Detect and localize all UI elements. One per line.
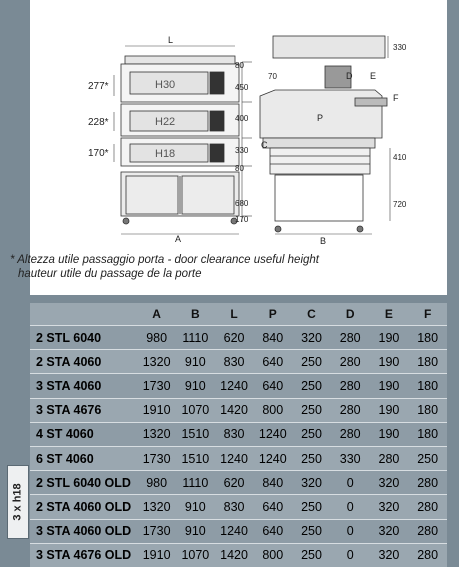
- value-cell: 320: [301, 475, 322, 490]
- value-cell: 830: [223, 499, 245, 514]
- value-cell: 1070: [181, 403, 210, 418]
- value-cell: 190: [378, 403, 400, 418]
- value-cell: 1910: [142, 403, 171, 418]
- table-header: [30, 303, 447, 325]
- value-cell: 1510: [181, 427, 210, 442]
- table-row: [30, 446, 447, 470]
- value-cell: 320: [378, 548, 400, 563]
- value-cell: 910: [184, 354, 206, 369]
- value-cell: 280: [339, 354, 361, 369]
- value-cell: 640: [262, 354, 284, 369]
- value-cell: 1730: [142, 451, 171, 466]
- technical-drawing: [30, 0, 447, 295]
- value-cell: 280: [339, 427, 361, 442]
- deck-1-label: H30: [155, 79, 176, 91]
- dim-228: 228*: [88, 117, 109, 128]
- deck-2-label: H22: [155, 116, 176, 128]
- value-cell: 910: [184, 499, 206, 514]
- value-cell: 1320: [142, 427, 171, 442]
- value-cell: 910: [184, 378, 206, 393]
- value-cell: 190: [378, 378, 400, 393]
- value-cell: 320: [378, 475, 400, 490]
- value-cell: 320: [378, 499, 400, 514]
- value-cell: 180: [417, 427, 439, 442]
- dim-e-label: E: [370, 71, 377, 81]
- value-cell: 180: [417, 403, 439, 418]
- footnote-line-1: * Altezza utile passaggio porta - door clearance useful height: [10, 254, 319, 266]
- value-cell: 1730: [142, 378, 171, 393]
- dim-80-top: 80: [235, 61, 244, 70]
- value-cell: 1240: [220, 451, 248, 466]
- value-cell: 640: [262, 378, 284, 393]
- value-cell: 180: [417, 330, 439, 345]
- table-row: [30, 470, 447, 494]
- header-e: E: [384, 307, 393, 321]
- value-cell: 320: [378, 524, 400, 539]
- table-body: [30, 325, 447, 567]
- value-cell: 250: [301, 427, 322, 442]
- value-cell: 250: [301, 403, 322, 418]
- dim-l-label: L: [168, 35, 174, 45]
- dim-c-label: C: [261, 140, 268, 150]
- table-row: [30, 325, 447, 349]
- value-cell: 830: [223, 354, 245, 369]
- side-label-text: 3 x h18: [12, 483, 24, 521]
- value-cell: 1240: [258, 427, 287, 442]
- front-view: [121, 56, 239, 224]
- dim-720: 720: [393, 200, 407, 209]
- value-cell: 1240: [220, 524, 248, 539]
- header-d: D: [345, 307, 355, 321]
- header-p: P: [268, 307, 277, 321]
- table-row: [30, 398, 447, 422]
- value-cell: 830: [223, 427, 245, 442]
- value-cell: 800: [262, 403, 284, 418]
- value-cell: 0: [346, 499, 354, 514]
- value-cell: 280: [378, 451, 400, 466]
- value-cell: 280: [417, 475, 439, 490]
- header-c: C: [307, 307, 316, 321]
- value-cell: 1110: [182, 475, 209, 490]
- side-view: [260, 36, 387, 232]
- value-cell: 190: [378, 427, 400, 442]
- model-cell: 6 ST 4060: [36, 451, 94, 466]
- value-cell: 250: [301, 451, 322, 466]
- model-cell: 3 STA 4060 OLD: [36, 524, 132, 539]
- footnote-line-2: hauteur utile du passage de la porte: [18, 268, 202, 280]
- value-cell: 190: [378, 354, 400, 369]
- value-cell: 280: [339, 330, 361, 345]
- value-cell: 180: [417, 354, 439, 369]
- value-cell: 0: [346, 548, 354, 563]
- value-cell: 1420: [220, 548, 248, 563]
- dim-f-label: F: [393, 93, 399, 103]
- value-cell: 840: [262, 475, 284, 490]
- value-cell: 250: [301, 354, 322, 369]
- model-cell: 2 STL 6040: [36, 330, 102, 345]
- model-cell: 2 STL 6040 OLD: [36, 475, 131, 490]
- value-cell: 620: [223, 475, 245, 490]
- dim-330-mid: 330: [235, 146, 249, 155]
- value-cell: 250: [301, 548, 322, 563]
- value-cell: 180: [417, 378, 439, 393]
- value-cell: 1420: [220, 403, 248, 418]
- value-cell: 250: [417, 451, 439, 466]
- dim-80-bottom: 80: [235, 164, 244, 173]
- dim-450: 450: [235, 83, 249, 92]
- value-cell: 250: [301, 499, 322, 514]
- value-cell: 640: [262, 499, 284, 514]
- value-cell: 800: [262, 548, 284, 563]
- value-cell: 1320: [142, 354, 171, 369]
- value-cell: 980: [146, 330, 168, 345]
- model-cell: 3 STA 4676 OLD: [36, 548, 132, 563]
- value-cell: 1070: [181, 548, 210, 563]
- value-cell: 640: [262, 524, 284, 539]
- dim-410: 410: [393, 153, 407, 162]
- header-l: L: [230, 307, 238, 321]
- table-row: [30, 494, 447, 518]
- deck-3-label: H18: [155, 148, 176, 160]
- value-cell: 620: [223, 330, 245, 345]
- table-row: [30, 373, 447, 397]
- value-cell: 280: [417, 548, 439, 563]
- table-row: [30, 349, 447, 373]
- value-cell: 1510: [181, 451, 210, 466]
- dim-a-label: A: [175, 234, 182, 244]
- model-cell: 4 ST 4060: [36, 427, 94, 442]
- dim-170-left: 170*: [88, 148, 109, 159]
- dim-277: 277*: [88, 81, 109, 92]
- value-cell: 250: [301, 524, 322, 539]
- value-cell: 1910: [142, 548, 171, 563]
- dim-330-top: 330: [393, 43, 407, 52]
- value-cell: 1240: [258, 451, 287, 466]
- footnote: [10, 253, 319, 281]
- value-cell: 1320: [142, 499, 171, 514]
- model-cell: 2 STA 4060: [36, 354, 102, 369]
- value-cell: 1110: [182, 330, 209, 345]
- value-cell: 280: [339, 403, 361, 418]
- value-cell: 910: [184, 524, 206, 539]
- value-cell: 320: [301, 330, 322, 345]
- value-cell: 0: [346, 475, 354, 490]
- header-f: F: [423, 307, 432, 321]
- dim-d-label: D: [346, 71, 353, 81]
- dim-170-bottom: 170: [235, 215, 249, 224]
- value-cell: 0: [346, 524, 354, 539]
- model-cell: 2 STA 4060 OLD: [36, 499, 132, 514]
- dim-p-label: P: [317, 113, 324, 123]
- model-cell: 3 STA 4060: [36, 378, 102, 393]
- header-a: A: [152, 307, 161, 321]
- value-cell: 980: [146, 475, 168, 490]
- value-cell: 190: [378, 330, 400, 345]
- table-row: [30, 422, 447, 446]
- value-cell: 1240: [220, 378, 248, 393]
- value-cell: 280: [417, 524, 439, 539]
- model-cell: 3 STA 4676: [36, 403, 102, 418]
- side-label: [7, 465, 29, 539]
- dim-b-label: B: [320, 236, 327, 246]
- table-row: [30, 519, 447, 543]
- value-cell: 330: [339, 451, 361, 466]
- value-cell: 280: [417, 499, 439, 514]
- dimensions-table: [30, 303, 447, 567]
- value-cell: 250: [301, 378, 322, 393]
- table-row: [30, 543, 447, 567]
- header-b: B: [191, 307, 200, 321]
- dim-680: 680: [235, 199, 249, 208]
- dim-70: 70: [268, 72, 277, 81]
- dim-400: 400: [235, 114, 249, 123]
- value-cell: 1730: [142, 524, 171, 539]
- value-cell: 840: [262, 330, 284, 345]
- value-cell: 280: [339, 378, 361, 393]
